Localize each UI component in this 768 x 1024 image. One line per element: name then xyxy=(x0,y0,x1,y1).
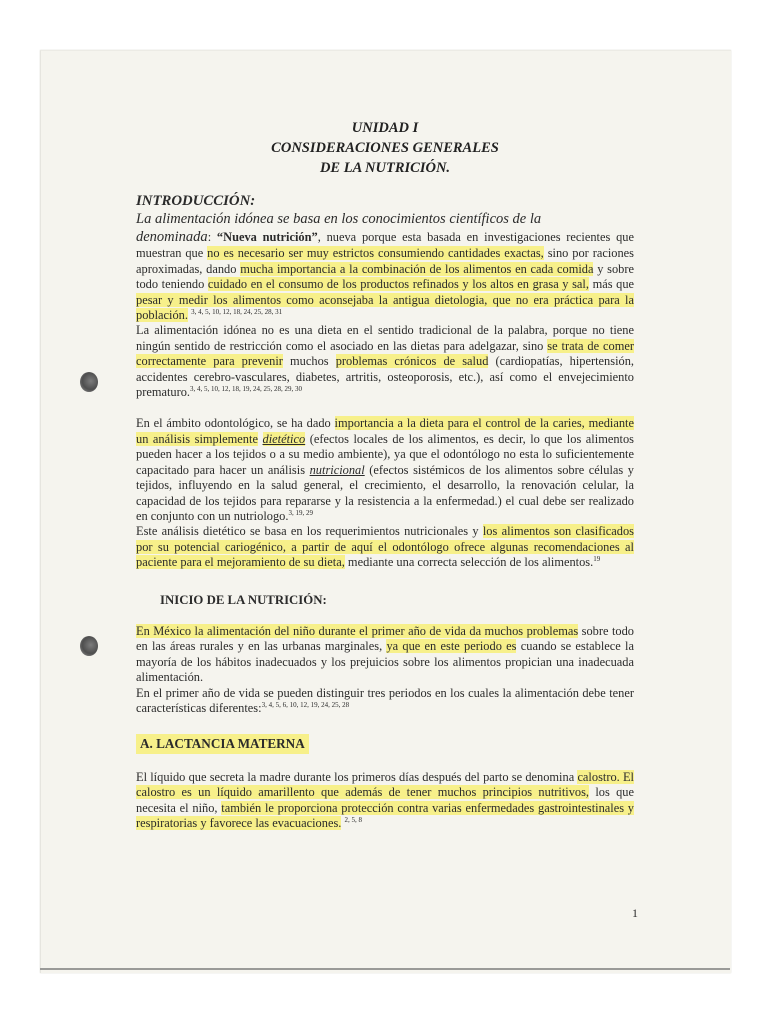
citation-refs: 2, 5, 8 xyxy=(344,816,362,824)
inicio-heading: INICIO DE LA NUTRICIÓN: xyxy=(160,592,327,607)
odonto-paragraph-1: En el ámbito odontológico, se ha dado importancia a la dieta para el control de la caries, mediante un análisis simplemente dietético (efectos locales de los alimentos, es decir, lo que los alimentos pueden hacer a los tejidos o a su medio ambiente), ya que el odontólogo no esta lo suficientemente capacitado para hacer un análisis nutricional (efectos sistémicos de los alimentos sobre células y tejidos, influyendo en la salud general, el crecimiento, el desarrollo, la renovación celular, la capacidad de los tejidos para repararse y la resistencia a la enfermedad.) el cual debe ser realizado en conjunto con un nutriologo.$^{3, 19, 29}$ xyxy=(136,416,634,523)
intro-paragraph-1: denominada: “Nueva nutrición”, nueva porque esta basada en investigaciones recientes que muestran que no es necesario ser muy estrictos consumiendo cantidades exactas, sino por raciones aproximadas, dando mucha importancia a la combinación de los alimentos en cada comida y sobre todo teniendo cuidado en el consumo de los productos refinados y los altos en grasa y sal, más que pesar y medir los alimentos como aconsejaba la antigua dietologia, que no era práctica para la población. $^{3, 4, 5, 10, 12, 18, 24, 25, 28, 31}$ xyxy=(136,229,635,323)
page-number: 1 xyxy=(632,906,638,920)
citation-refs: 3, 4, 5, 10, 12, 18, 19, 24, 25, 28, 29, 30 xyxy=(190,385,303,394)
title-line-3: DE LA NUTRICIÓN. xyxy=(319,160,451,176)
highlight: pesar y medir los alimentos como aconsejaba la antigua dietologia, que no era práctica para la población. xyxy=(136,292,634,323)
title-line-1: UNIDAD I xyxy=(351,120,419,136)
highlight: mucha importancia a la combinación de los alimentos en cada comida xyxy=(240,261,594,276)
punch-hole-lower xyxy=(80,636,98,656)
highlight: importancia a la dieta para el control de la caries, mediante un análisis simplemente xyxy=(136,416,634,446)
document-body xyxy=(136,118,634,831)
highlight: calostro. El calostro es un líquido amarillento que además de tener muchos principios nutritivos, xyxy=(136,769,635,800)
title-line-2: CONSIDERACIONES GENERALES xyxy=(271,140,499,156)
highlight: En México la alimentación del niño durante el primer año de vida da muchos problemas xyxy=(136,623,579,638)
intro-paragraph-2: La alimentación idónea no es una dieta en el sentido tradicional de la palabra, porque no tiene ningún sentido de restricción como el asociado en las dietas para adelgazar, sino se trata de comer correctamente para prevenir muchos problemas crónicos de salud (cardiopatías, hipertensión, accidentes cerebro-vasculares, diabetes, artritis, osteoporosis, etc.), así como el envejecimiento prematuro.$^{3, 4, 5, 10, 12, 18, 19, 24, 25, 28, 29, 30}$ xyxy=(136,323,635,400)
highlight: cuidado en el consumo de los productos refinados y los altos en grasa y sal, xyxy=(207,277,589,292)
highlight: los alimentos son clasificados por su potencial cariogénico, a partir de aquí el odontólogo ofrece algunas recomendaciones al paciente para el mejoramiento de su dieta, xyxy=(136,524,635,570)
punch-hole-upper xyxy=(80,372,98,392)
highlight: dietético xyxy=(262,431,306,446)
inicio-paragraph-1: En México la alimentación del niño durante el primer año de vida da muchos problemas sobre todo en las áreas rurales y en las urbanas marginales, ya que en este periodo es cuando se establece la mayoría de los hábitos inadecuados y los prejuicios sobre los alimentos propician una inadecuada alimentación. xyxy=(136,623,634,685)
highlight: problemas crónicos de salud xyxy=(335,354,489,369)
highlight: ya que en este periodo es xyxy=(386,639,517,654)
lactancia-paragraph-1: El líquido que secreta la madre durante los primeros días después del parto se denomina calostro. El calostro es un líquido amarillento que además de tener muchos principios nutritivos, los que necesita el niño, también le proporciona protección contra varias enfermedades gastrointestinales y respiratorias y favorece las evacuaciones. $^{2, 5, 8}$ xyxy=(136,769,635,830)
citation-refs: 3, 4, 5, 10, 12, 18, 24, 25, 28, 31 xyxy=(191,308,283,317)
highlight: se trata de comer correctamente para prevenir xyxy=(136,338,635,369)
highlight: también le proporciona protección contra varias enfermedades gastrointestinales y respiratorias y favorece las evacuaciones. xyxy=(136,800,634,830)
highlight: no es necesario ser muy estrictos consumiendo cantidades exactas, xyxy=(207,246,544,261)
unit-title xyxy=(136,118,634,178)
citation-refs: 3, 4, 5, 6, 10, 12, 19, 24, 25, 28 xyxy=(261,700,350,709)
intro-heading: INTRODUCCIÓN: xyxy=(136,193,256,209)
citation-refs: 19 xyxy=(593,555,601,564)
odonto-paragraph-2: Este análisis dietético se basa en los requerimientos nutricionales y los alimentos son clasificados por su potencial cariogénico, a partir de aquí el odontólogo ofrece algunas recomendaciones al paciente para el mejoramiento de su dieta, mediante una correcta selección de los alimentos.$^{19}$ xyxy=(136,524,635,570)
page-bottom-edge xyxy=(40,968,730,970)
inicio-paragraph-2: En el primer año de vida se pueden distinguir tres periodos en los cuales la alimentación debe tener características diferentes:$^{3, 4, 5, 6, 10, 12, 19, 24, 25, 28}$ xyxy=(136,685,634,715)
intro-lead: La alimentación idónea se basa en los conocimientos científicos de la xyxy=(136,211,542,228)
citation-refs: 3, 19, 29 xyxy=(288,508,313,517)
lactancia-heading: A. LACTANCIA MATERNA xyxy=(136,734,634,753)
